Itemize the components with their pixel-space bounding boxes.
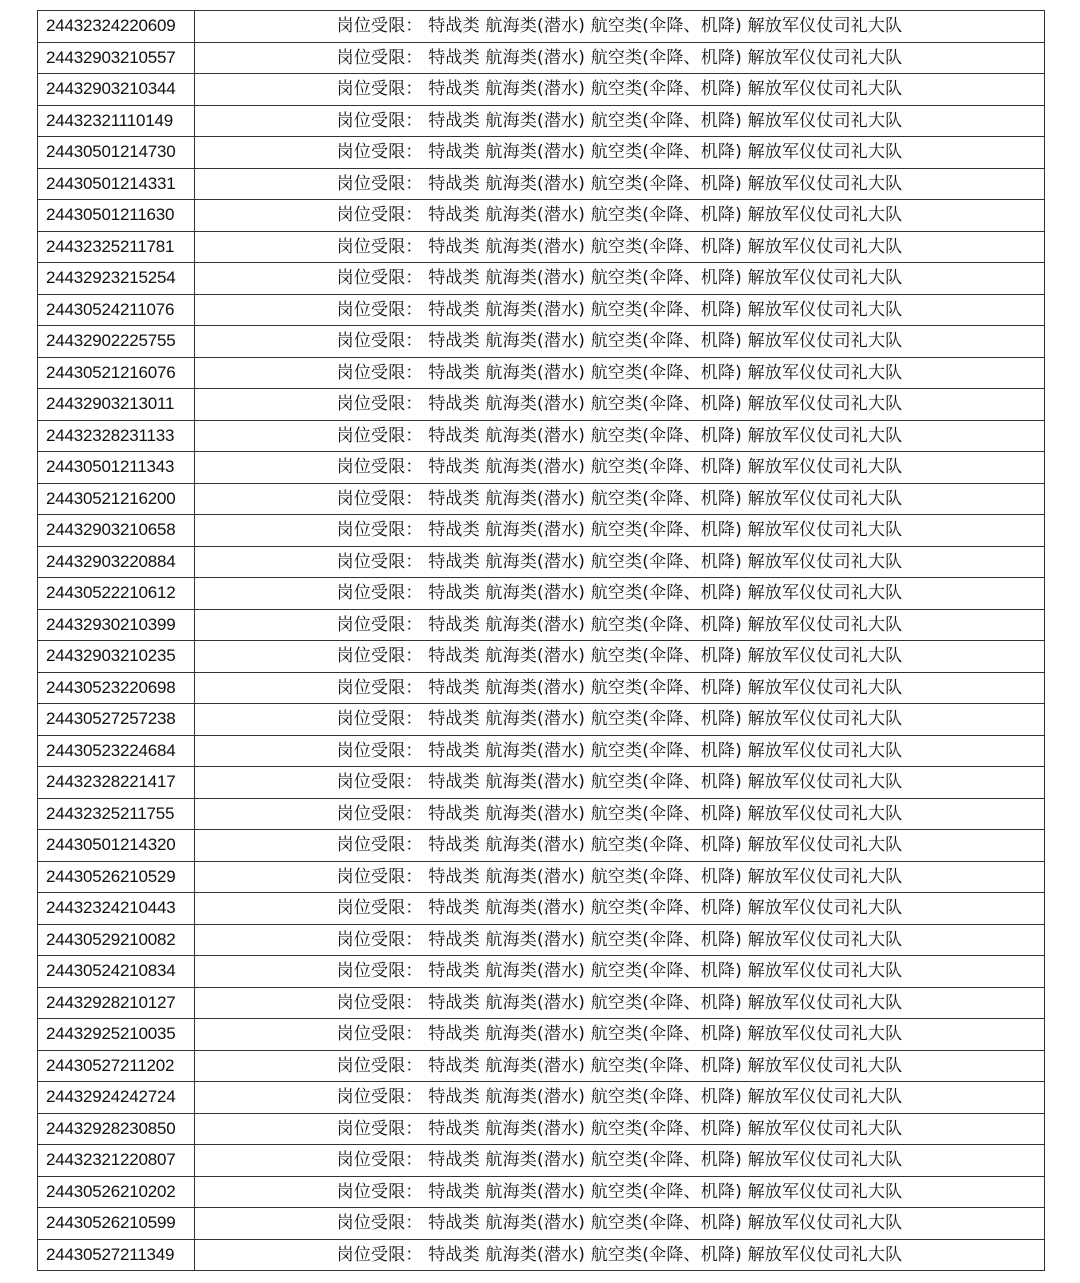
- table-row: [38, 798, 1045, 830]
- candidate-id-cell: 24432328221417: [38, 767, 195, 799]
- candidate-id-cell: 24430501211343: [38, 452, 195, 484]
- restriction-note-cell: 岗位受限： 特战类 航海类(潜水) 航空类(伞降、机降) 解放军仪仗司礼大队: [195, 294, 1045, 326]
- candidate-id-cell: 24432924242724: [38, 1082, 195, 1114]
- candidate-id-cell: 24432903210658: [38, 515, 195, 547]
- candidate-id-cell: 24432923215254: [38, 263, 195, 295]
- candidate-id-cell: 24430527257238: [38, 704, 195, 736]
- table-row: [38, 168, 1045, 200]
- table-row: [38, 1145, 1045, 1177]
- restriction-note-cell: 岗位受限： 特战类 航海类(潜水) 航空类(伞降、机降) 解放军仪仗司礼大队: [195, 1239, 1045, 1271]
- candidate-id-cell: 24430501214320: [38, 830, 195, 862]
- table-row: [38, 420, 1045, 452]
- table-row: [38, 11, 1045, 43]
- restriction-note-cell: 岗位受限： 特战类 航海类(潜水) 航空类(伞降、机降) 解放军仪仗司礼大队: [195, 1019, 1045, 1051]
- table-row: [38, 231, 1045, 263]
- table-row: [38, 767, 1045, 799]
- restriction-note-cell: 岗位受限： 特战类 航海类(潜水) 航空类(伞降、机降) 解放军仪仗司礼大队: [195, 578, 1045, 610]
- candidate-id-cell: 24430522210612: [38, 578, 195, 610]
- restriction-note-cell: 岗位受限： 特战类 航海类(潜水) 航空类(伞降、机降) 解放军仪仗司礼大队: [195, 893, 1045, 925]
- table-row: [38, 483, 1045, 515]
- table-row: [38, 956, 1045, 988]
- restriction-note-cell: 岗位受限： 特战类 航海类(潜水) 航空类(伞降、机降) 解放军仪仗司礼大队: [195, 74, 1045, 106]
- candidate-id-cell: 24432321220807: [38, 1145, 195, 1177]
- table-row: [38, 326, 1045, 358]
- candidate-id-cell: 24432930210399: [38, 609, 195, 641]
- candidate-id-cell: 24430529210082: [38, 924, 195, 956]
- candidate-id-cell: 24432902225755: [38, 326, 195, 358]
- restriction-note-cell: 岗位受限： 特战类 航海类(潜水) 航空类(伞降、机降) 解放军仪仗司礼大队: [195, 105, 1045, 137]
- restriction-note-cell: 岗位受限： 特战类 航海类(潜水) 航空类(伞降、机降) 解放军仪仗司礼大队: [195, 11, 1045, 43]
- restriction-note-cell: 岗位受限： 特战类 航海类(潜水) 航空类(伞降、机降) 解放军仪仗司礼大队: [195, 1050, 1045, 1082]
- table-row: [38, 1113, 1045, 1145]
- candidate-id-cell: 24430521216200: [38, 483, 195, 515]
- restriction-note-cell: 岗位受限： 特战类 航海类(潜水) 航空类(伞降、机降) 解放军仪仗司礼大队: [195, 357, 1045, 389]
- restriction-note-cell: 岗位受限： 特战类 航海类(潜水) 航空类(伞降、机降) 解放军仪仗司礼大队: [195, 641, 1045, 673]
- table-row: [38, 578, 1045, 610]
- restriction-note-cell: 岗位受限： 特战类 航海类(潜水) 航空类(伞降、机降) 解放军仪仗司礼大队: [195, 956, 1045, 988]
- table-row: [38, 105, 1045, 137]
- candidate-id-cell: 24432903210235: [38, 641, 195, 673]
- restriction-note-cell: 岗位受限： 特战类 航海类(潜水) 航空类(伞降、机降) 解放军仪仗司礼大队: [195, 987, 1045, 1019]
- table-row: [38, 1050, 1045, 1082]
- table-row: [38, 704, 1045, 736]
- candidate-id-cell: 24432324220609: [38, 11, 195, 43]
- candidate-id-cell: 24430521216076: [38, 357, 195, 389]
- restriction-note-cell: 岗位受限： 特战类 航海类(潜水) 航空类(伞降、机降) 解放军仪仗司礼大队: [195, 200, 1045, 232]
- restriction-note-cell: 岗位受限： 特战类 航海类(潜水) 航空类(伞降、机降) 解放军仪仗司礼大队: [195, 42, 1045, 74]
- candidate-id-cell: 24430501214331: [38, 168, 195, 200]
- restriction-note-cell: 岗位受限： 特战类 航海类(潜水) 航空类(伞降、机降) 解放军仪仗司礼大队: [195, 452, 1045, 484]
- table-row: [38, 672, 1045, 704]
- restriction-note-cell: 岗位受限： 特战类 航海类(潜水) 航空类(伞降、机降) 解放军仪仗司礼大队: [195, 704, 1045, 736]
- restriction-note-cell: 岗位受限： 特战类 航海类(潜水) 航空类(伞降、机降) 解放军仪仗司礼大队: [195, 1176, 1045, 1208]
- candidate-id-cell: 24430526210202: [38, 1176, 195, 1208]
- table-row: [38, 389, 1045, 421]
- table-row: [38, 893, 1045, 925]
- candidate-id-cell: 24430527211202: [38, 1050, 195, 1082]
- table-row: [38, 42, 1045, 74]
- table-body: [38, 11, 1045, 1271]
- restriction-note-cell: 岗位受限： 特战类 航海类(潜水) 航空类(伞降、机降) 解放军仪仗司礼大队: [195, 861, 1045, 893]
- candidate-id-cell: 24432903210344: [38, 74, 195, 106]
- restriction-note-cell: 岗位受限： 特战类 航海类(潜水) 航空类(伞降、机降) 解放军仪仗司礼大队: [195, 767, 1045, 799]
- table-row: [38, 1082, 1045, 1114]
- table-row: [38, 641, 1045, 673]
- restriction-note-cell: 岗位受限： 特战类 航海类(潜水) 航空类(伞降、机降) 解放军仪仗司礼大队: [195, 326, 1045, 358]
- restriction-note-cell: 岗位受限： 特战类 航海类(潜水) 航空类(伞降、机降) 解放军仪仗司礼大队: [195, 924, 1045, 956]
- restriction-table: [37, 10, 1045, 1271]
- table-row: [38, 515, 1045, 547]
- restriction-note-cell: 岗位受限： 特战类 航海类(潜水) 航空类(伞降、机降) 解放军仪仗司礼大队: [195, 137, 1045, 169]
- table-row: [38, 200, 1045, 232]
- candidate-id-cell: 24430523224684: [38, 735, 195, 767]
- restriction-note-cell: 岗位受限： 特战类 航海类(潜水) 航空类(伞降、机降) 解放军仪仗司礼大队: [195, 515, 1045, 547]
- restriction-note-cell: 岗位受限： 特战类 航海类(潜水) 航空类(伞降、机降) 解放军仪仗司礼大队: [195, 830, 1045, 862]
- table-row: [38, 74, 1045, 106]
- table-row: [38, 452, 1045, 484]
- candidate-id-cell: 24430524211076: [38, 294, 195, 326]
- candidate-id-cell: 24432324210443: [38, 893, 195, 925]
- restriction-note-cell: 岗位受限： 特战类 航海类(潜水) 航空类(伞降、机降) 解放军仪仗司礼大队: [195, 389, 1045, 421]
- table-row: [38, 987, 1045, 1019]
- candidate-id-cell: 24430527211349: [38, 1239, 195, 1271]
- table-row: [38, 1176, 1045, 1208]
- candidate-id-cell: 24432903220884: [38, 546, 195, 578]
- candidate-id-cell: 24432328231133: [38, 420, 195, 452]
- candidate-id-cell: 24430501211630: [38, 200, 195, 232]
- candidate-id-cell: 24430526210599: [38, 1208, 195, 1240]
- table-row: [38, 735, 1045, 767]
- table-row: [38, 1208, 1045, 1240]
- table-row: [38, 137, 1045, 169]
- table-row: [38, 1239, 1045, 1271]
- candidate-id-cell: 24430501214730: [38, 137, 195, 169]
- candidate-id-cell: 24432925210035: [38, 1019, 195, 1051]
- candidate-id-cell: 24430526210529: [38, 861, 195, 893]
- candidate-id-cell: 24432325211755: [38, 798, 195, 830]
- candidate-id-cell: 24430524210834: [38, 956, 195, 988]
- table-row: [38, 263, 1045, 295]
- restriction-note-cell: 岗位受限： 特战类 航海类(潜水) 航空类(伞降、机降) 解放军仪仗司礼大队: [195, 1113, 1045, 1145]
- restriction-note-cell: 岗位受限： 特战类 航海类(潜水) 航空类(伞降、机降) 解放军仪仗司礼大队: [195, 168, 1045, 200]
- candidate-id-cell: 24432928210127: [38, 987, 195, 1019]
- restriction-note-cell: 岗位受限： 特战类 航海类(潜水) 航空类(伞降、机降) 解放军仪仗司礼大队: [195, 1145, 1045, 1177]
- restriction-note-cell: 岗位受限： 特战类 航海类(潜水) 航空类(伞降、机降) 解放军仪仗司礼大队: [195, 231, 1045, 263]
- candidate-id-cell: 24432903210557: [38, 42, 195, 74]
- table-row: [38, 924, 1045, 956]
- candidate-id-cell: 24432325211781: [38, 231, 195, 263]
- table-row: [38, 546, 1045, 578]
- table-row: [38, 830, 1045, 862]
- restriction-note-cell: 岗位受限： 特战类 航海类(潜水) 航空类(伞降、机降) 解放军仪仗司礼大队: [195, 609, 1045, 641]
- candidate-id-cell: 24432903213011: [38, 389, 195, 421]
- table-row: [38, 609, 1045, 641]
- candidate-id-cell: 24432321110149: [38, 105, 195, 137]
- restriction-note-cell: 岗位受限： 特战类 航海类(潜水) 航空类(伞降、机降) 解放军仪仗司礼大队: [195, 735, 1045, 767]
- restriction-note-cell: 岗位受限： 特战类 航海类(潜水) 航空类(伞降、机降) 解放军仪仗司礼大队: [195, 1082, 1045, 1114]
- table-row: [38, 294, 1045, 326]
- candidate-id-cell: 24430523220698: [38, 672, 195, 704]
- restriction-note-cell: 岗位受限： 特战类 航海类(潜水) 航空类(伞降、机降) 解放军仪仗司礼大队: [195, 1208, 1045, 1240]
- table-row: [38, 861, 1045, 893]
- restriction-note-cell: 岗位受限： 特战类 航海类(潜水) 航空类(伞降、机降) 解放军仪仗司礼大队: [195, 798, 1045, 830]
- restriction-note-cell: 岗位受限： 特战类 航海类(潜水) 航空类(伞降、机降) 解放军仪仗司礼大队: [195, 672, 1045, 704]
- restriction-note-cell: 岗位受限： 特战类 航海类(潜水) 航空类(伞降、机降) 解放军仪仗司礼大队: [195, 420, 1045, 452]
- restriction-note-cell: 岗位受限： 特战类 航海类(潜水) 航空类(伞降、机降) 解放军仪仗司礼大队: [195, 483, 1045, 515]
- table-row: [38, 1019, 1045, 1051]
- table-row: [38, 357, 1045, 389]
- restriction-note-cell: 岗位受限： 特战类 航海类(潜水) 航空类(伞降、机降) 解放军仪仗司礼大队: [195, 546, 1045, 578]
- candidate-id-cell: 24432928230850: [38, 1113, 195, 1145]
- restriction-note-cell: 岗位受限： 特战类 航海类(潜水) 航空类(伞降、机降) 解放军仪仗司礼大队: [195, 263, 1045, 295]
